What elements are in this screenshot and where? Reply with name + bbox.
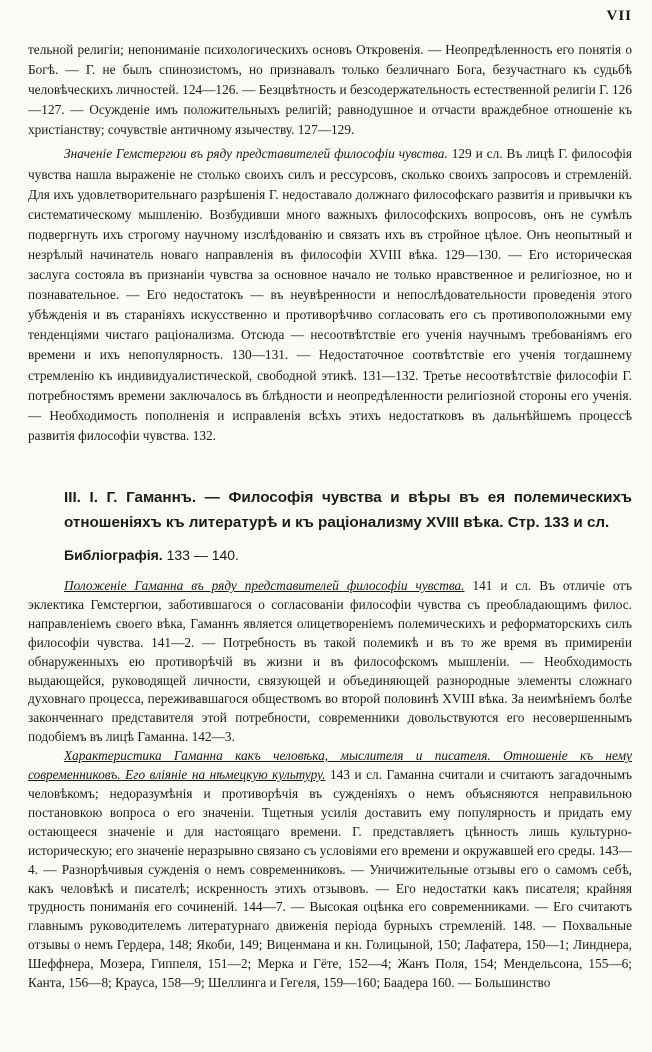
paragraph-4-body: 143 и сл. Гаманна считали и считаютъ загадочнымъ человѣкомъ; недоразумѣнія и противорѣчія въ сужденіяхъ о немъ объясняются неправильною постановкою вопроса о его значеніи. Тщетныя усилія доставить ему популярность и придать ему остающееся значеніе и для настоящаго времени. Г. представляетъ цѣнность лишь культурно-историческую; его значеніе неразрывно связано съ условіями его времени и окружавшей его среды. 143—4. — Разнорѣчивыя сужденія о немъ современниковъ. — Уничижительные отзывы его о самомъ себѣ, какъ человѣкѣ и писателѣ; искренность этихъ отзывовъ. — Его недостатки какъ писателя; крайняя трудность пониманія его сочиненій. 144—7. — Высокая оцѣнка его современниками. — Его считаютъ главнымъ руководителемъ литературнаго движенія періода бурныхъ стремленій. 148. — Похвальные отзывы о немъ Гердера, 148; Якоби, 149; Виценмана и кн. Голицыной, 150; Лафатера, 150—1; Линднера, Шеффнера, Мозера, Гиппеля, 151—2; Мерка и Гёте, 152—4; Жанъ Поля, 154; Мендельсона, 155—6; Канта, 156—8; Крауса, 158—9; Шеллинга и Гегеля, 159—160; Баадера 160. — Большинство	[28, 767, 632, 991]
paragraph-3-title: Положеніе Гаманна въ ряду представителей философіи чувства.	[64, 578, 465, 593]
paragraph-1: тельной религіи; непониманіе психологическихъ основъ Откровенія. — Неопредѣленность его понятія о Богѣ. — Г. не былъ спинозистомъ, но признавалъ только безличнаго Бога, безучастнаго къ судьбѣ человѣческихъ личностей. 124—126. — Безцвѣтность и безсодержательность естественной религіи Г. 126—127. — Осужденіе имъ положительныхъ религій; равнодушное и отчасти враждебное отношеніе къ христіанству; сочувствіе античному язычеству. 127—129.	[28, 42, 632, 138]
paragraph-2-title: Значеніе Гемстергюи въ ряду представителей философіи чувства.	[64, 146, 448, 162]
bibliography-line	[64, 547, 239, 563]
paragraph-2	[28, 144, 632, 445]
page-number: VII	[606, 8, 632, 24]
paragraph-4	[28, 747, 632, 993]
paragraph-3	[28, 577, 632, 747]
section-ii-summary	[28, 40, 632, 446]
paragraph-4-title: Характеристика Гаманна какъ человѣка, мыслителя и писателя. Отношеніе къ нему современниковъ. Его вліяніе на нѣмецкую культуру.	[28, 748, 632, 783]
paragraph-2-body: 129 и сл. Въ лицѣ Г. философія чувства нашла выраженіе не столько своихъ силъ и рессурсовъ, сколько своихъ запросовъ и стремленій. Для ихъ удовлетворительнаго разрѣшенія Г. недоставало должнаго философскаго развитія и привычки къ систематическому мышленію. Возбудивши много важныхъ философскихъ вопросовъ, онъ не сумѣлъ подвергнуть ихъ строгому научному изслѣдованію и связать ихъ въ стройное цѣлое. Онъ неопытный и незрѣлый начинатель новаго направленія въ философіи XVIII вѣка. 129—130. — Его историческая заслуга состояла въ признаніи чувства за основное начало не только нравственное и религіозное, но и познавательное. — Его недостатокъ — въ неувѣренности и непослѣдовательности проведенія этого убѣжденія и въ стараніяхъ искусственно и противорѣчиво согласовать его съ противоположными ему тенденціями чистаго раціонализма. Отсюда — несоотвѣтствіе его ученія научнымъ требованіямъ его времени и ихъ непопулярность. 130—131. — Недостаточное соотвѣтствіе его ученія тогдашнему стремленію къ индивидуалистической, свободной этикѣ. 131—132. Третье несоотвѣтствіе философіи Г. потребностямъ времени заключалось въ блѣдности и неопредѣленности религіозной стороны его ученія. — Необходимость пополненія и исправленія всѣхъ этихъ недостатковъ въ дальнѣйшемъ процессѣ развитія философіи чувства. 132.	[28, 146, 632, 443]
bibliography-label: Библіографія.	[64, 547, 163, 563]
paragraph-3-body: 141 и сл. Въ отличіе отъ эклектика Гемстергюи, заботившагося о согласованіи философіи чувства съ преобладающимъ филос. направленіемъ своего вѣка, Гаманнъ является олицетвореніемъ полемическихъ и реформаторскихъ силъ философіи чувства. 141—2. — Потребность въ такой полемикѣ и въ то же время въ примиреніи обнаруженныхъ ею противорѣчій въ жизни и въ философскомъ мышленіи. — Необходимость выдающейся, руководящей личности, связующей и объединяющей разнородные элементы сложнаго духовнаго процесса, переживавшагося обществомъ во второй половинѣ XVIII вѣка. За неимѣніемъ болѣе законченнаго представителя этой потребности, современники довольствуются его несовершеннымъ подобіемъ въ лицѣ Гаманна. 142—3.	[28, 578, 632, 745]
section-heading: III. І. Г. Гаманнъ. — Философія чувства и вѣры въ ея полемическихъ отношеніяхъ къ литературѣ и къ раціонализму XVIII вѣка. Стр. 133 и сл.	[64, 489, 632, 531]
bibliography-pages: 133 — 140.	[166, 547, 239, 563]
section-iii-summary	[28, 577, 632, 993]
